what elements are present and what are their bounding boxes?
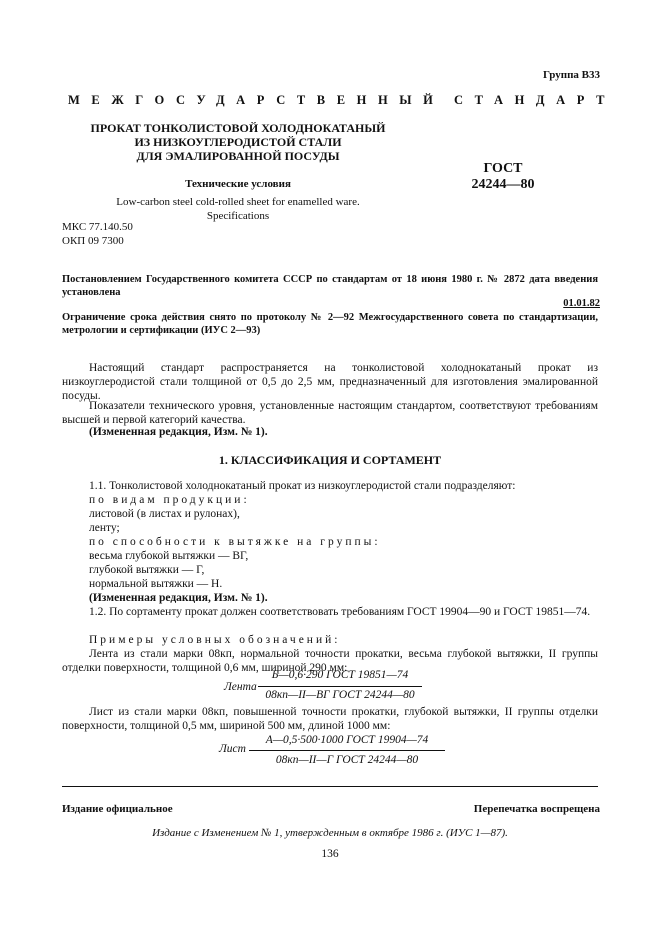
limitation-text: Ограничение срока действия снято по протоколу № 2—92 Межгосударственного совета по стандартизации, метрологии и сертификации (ИУС 2—93) <box>62 312 598 336</box>
footer-divider <box>62 786 598 787</box>
banner-standard: СТАНДАРТ <box>454 93 617 107</box>
intro-paragraph-1: Настоящий стандарт распространяется на тонколистовой холоднокатаный прокат из низкоуглеродистой стали толщиной от 0,5 до 2,5 мм, предназначенный для изготовления эмалированной посуды. <box>62 362 598 402</box>
gost-label: ГОСТ <box>483 161 523 176</box>
formula-2-denominator: 08кп—II—Г ГОСТ 24244—80 <box>275 754 419 766</box>
mks-code: МКС 77.140.50 <box>62 221 133 233</box>
page-number: 136 <box>321 848 339 860</box>
english-title <box>78 195 398 223</box>
clause-1-2: 1.2. По сортаменту прокат должен соответствовать требованиям ГОСТ 19904—90 и ГОСТ 19851—74. <box>89 606 591 618</box>
title-line-1: ПРОКАТ ТОНКОЛИСТОВОЙ ХОЛОДНОКАТАНЫЙ <box>90 121 386 135</box>
group-code: Группа В33 <box>542 69 600 81</box>
formula-1-numerator: Б—0,6·290 ГОСТ 19851—74 <box>271 669 409 681</box>
examples-heading: Примеры условных обозначений: <box>89 634 341 646</box>
intro-paragraph-2: Показатели технического уровня, установленные настоящим стандартом, соответствуют требованиям высшей и первой категорий качества. <box>62 400 598 426</box>
item-sheet: листовой (в листах и рулонах), <box>89 508 240 520</box>
example-2-text: Лист из стали марки 08кп, повышенной точности прокатки, глубокой вытяжки, II группы отделки поверхности, толщиной 0,5 мм, шириной 500 мм, длиной 1000 мм: <box>62 706 598 732</box>
formula-1-label: Лента <box>224 681 257 693</box>
reprint-prohibited: Перепечатка воспрещена <box>473 803 600 815</box>
item-strip: ленту; <box>89 522 120 534</box>
by-product-type: по видам продукции: <box>89 494 250 506</box>
formula-2-bar <box>249 750 445 751</box>
item-n: нормальной вытяжки — Н. <box>89 578 223 590</box>
title-line-3: ДЛЯ ЭМАЛИРОВАННОЙ ПОСУДЫ <box>136 149 340 163</box>
effective-date: 01.01.82 <box>563 298 600 309</box>
item-g: глубокой вытяжки — Г, <box>89 564 205 576</box>
example-1-text: Лента из стали марки 08кп, нормальной точности прокатки, весьма глубокой вытяжки, II группы отделки поверхности, толщиной 0,6 мм, шириной 290 мм: <box>62 648 598 674</box>
english-line-2: Specifications <box>206 210 270 222</box>
gost-number: 24244—80 <box>471 177 535 192</box>
clause-1-1: 1.1. Тонколистовой холоднокатаный прокат из низкоуглеродистой стали подразделяют: <box>89 480 516 492</box>
amendment-note-2: (Измененная редакция, Изм. № 1). <box>89 592 268 604</box>
by-drawability: по способности к вытяжке на группы: <box>89 536 381 548</box>
english-line-1: Low-carbon steel cold-rolled sheet for enamelled ware. <box>116 196 360 208</box>
section-heading: 1. КЛАССИФИКАЦИЯ И СОРТАМЕНТ <box>218 453 442 467</box>
item-vg: весьма глубокой вытяжки — ВГ, <box>89 550 249 562</box>
okp-code: ОКП 09 7300 <box>62 235 124 247</box>
title-line-2: ИЗ НИЗКОУГЛЕРОДИСТОЙ СТАЛИ <box>134 135 342 149</box>
subtitle: Технические условия <box>185 178 291 190</box>
edition-note: Издание с Изменением № 1, утвержденным в октябре 1986 г. (ИУС 1—87). <box>152 827 508 839</box>
document-title <box>78 121 398 163</box>
formula-1-denominator: 08кп—II—ВГ ГОСТ 24244—80 <box>265 689 415 701</box>
formula-1-bar <box>258 686 422 687</box>
formula-2-numerator: А—0,5·500·1000 ГОСТ 19904—74 <box>265 734 429 746</box>
decree-text: Постановлением Государственного комитета СССР по стандартам от 18 июня 1980 г. № 2872 дата введения установлена <box>62 274 598 298</box>
formula-2-label: Лист <box>219 743 246 755</box>
official-edition: Издание официальное <box>62 803 173 815</box>
amendment-note-1: (Измененная редакция, Изм. № 1). <box>89 426 268 438</box>
banner-interstate: МЕЖГОСУДАРСТВЕННЫЙ <box>68 93 445 107</box>
